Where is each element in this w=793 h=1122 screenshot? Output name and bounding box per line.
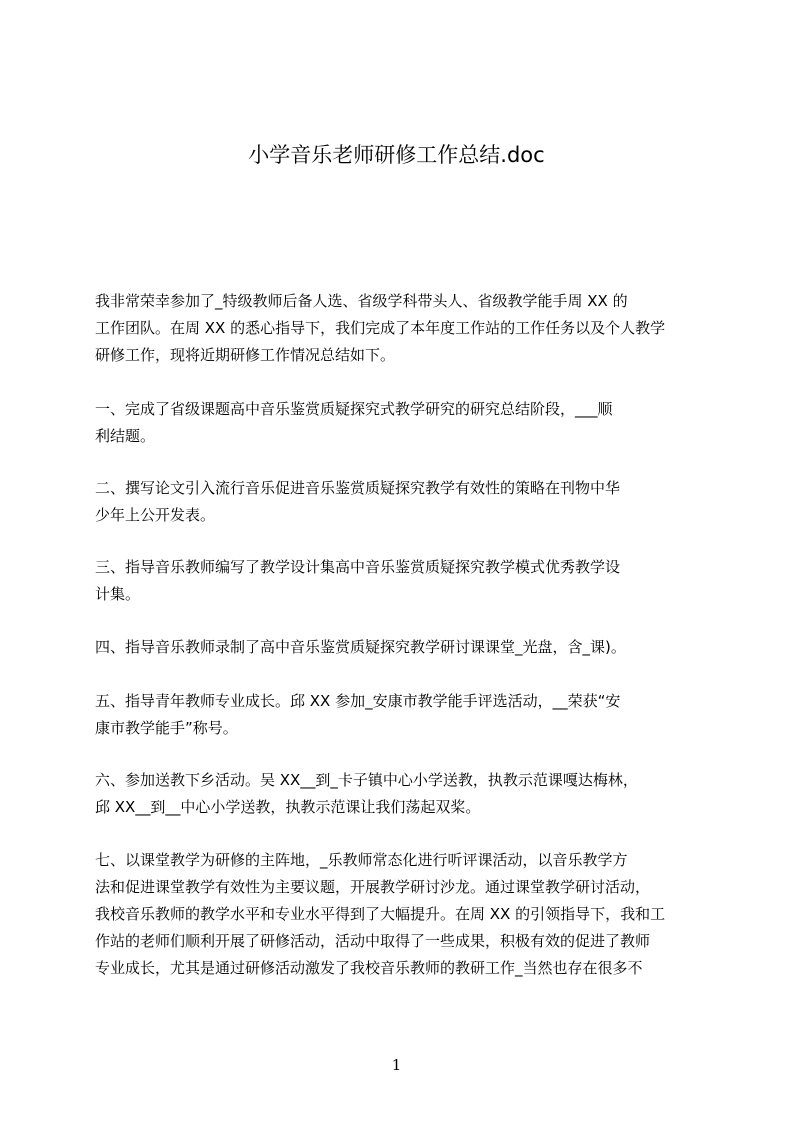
paragraph-item-1 [95,396,707,450]
paragraph-line: 工作团队。在周 XX 的悉心指导下，我们完成了本年度工作站的工作任务以及个人教学 [95,319,666,337]
paragraph-item-4 [95,634,707,661]
paragraph-item-3 [95,554,707,608]
paragraph-line: 三、指导音乐教师编写了教学设计集高中音乐鉴赏质疑探究教学模式优秀教学设 [95,558,621,576]
paragraph-item-7 [95,847,707,982]
paragraph-line: 我校音乐教师的教学水平和专业水平得到了大幅提升。在周 XX 的引领指导下，我和工 [95,905,666,923]
paragraph-line: 五、指导青年教师专业成长。邱 XX 参加_安康市教学能手评选活动，__荣获“安 [95,692,621,710]
document-title: 小学音乐老师研修工作总结.doc [248,143,545,167]
paragraph-item-6 [95,767,707,821]
page-number: 1 [391,1056,402,1074]
paragraph-line: 研修工作，现将近期研修工作情况总结如下。 [95,346,396,364]
paragraph-item-5 [95,688,707,742]
paragraph-item-2 [95,475,707,529]
paragraph-line: 少年上公开发表。 [95,506,216,524]
paragraph-line: 四、指导音乐教师录制了高中音乐鉴赏质疑探究教学研讨课课堂_光盘，含_课)。 [95,638,626,656]
paragraph-line: 法和促进课堂教学有效性为主要议题，开展教学研讨沙龙。通过课堂教学研讨活动， [95,878,651,896]
paragraph-line: 我非常荣幸参加了_特级教师后备人选、省级学科带头人、省级教学能手周 XX 的 [95,292,628,310]
paragraph-line: 利结题。 [95,427,156,445]
paragraph-line: 六、参加送教下乡活动。吴 XX__到_卡子镇中心小学送教，执教示范课嘎达梅林， [95,771,638,789]
paragraph-line: 专业成长，尤其是通过研修活动激发了我校音乐教师的教研工作_当然也存在很多不 [95,959,643,977]
paragraph-line: 七、以课堂教学为研修的主阵地，_乐教师常态化进行听评课活动，以音乐教学方 [95,851,628,869]
paragraph-line: 计集。 [95,585,141,603]
paragraph-line: 作站的老师们顺利开展了研修活动，活动中取得了一些成果，积极有效的促进了教师 [95,932,651,950]
paragraph-line: 邱 XX__到__中心小学送教，执教示范课让我们荡起双桨。 [95,798,481,816]
paragraph-line: 康市教学能手”称号。 [95,719,238,737]
paragraph-intro [95,288,707,369]
paragraph-line: 一、完成了省级课题高中音乐鉴赏质疑探究式教学研究的研究总结阶段，___顺 [95,400,613,418]
paragraph-line: 二、撰写论文引入流行音乐促进音乐鉴赏质疑探究教学有效性的策略在刊物中华 [95,479,621,497]
